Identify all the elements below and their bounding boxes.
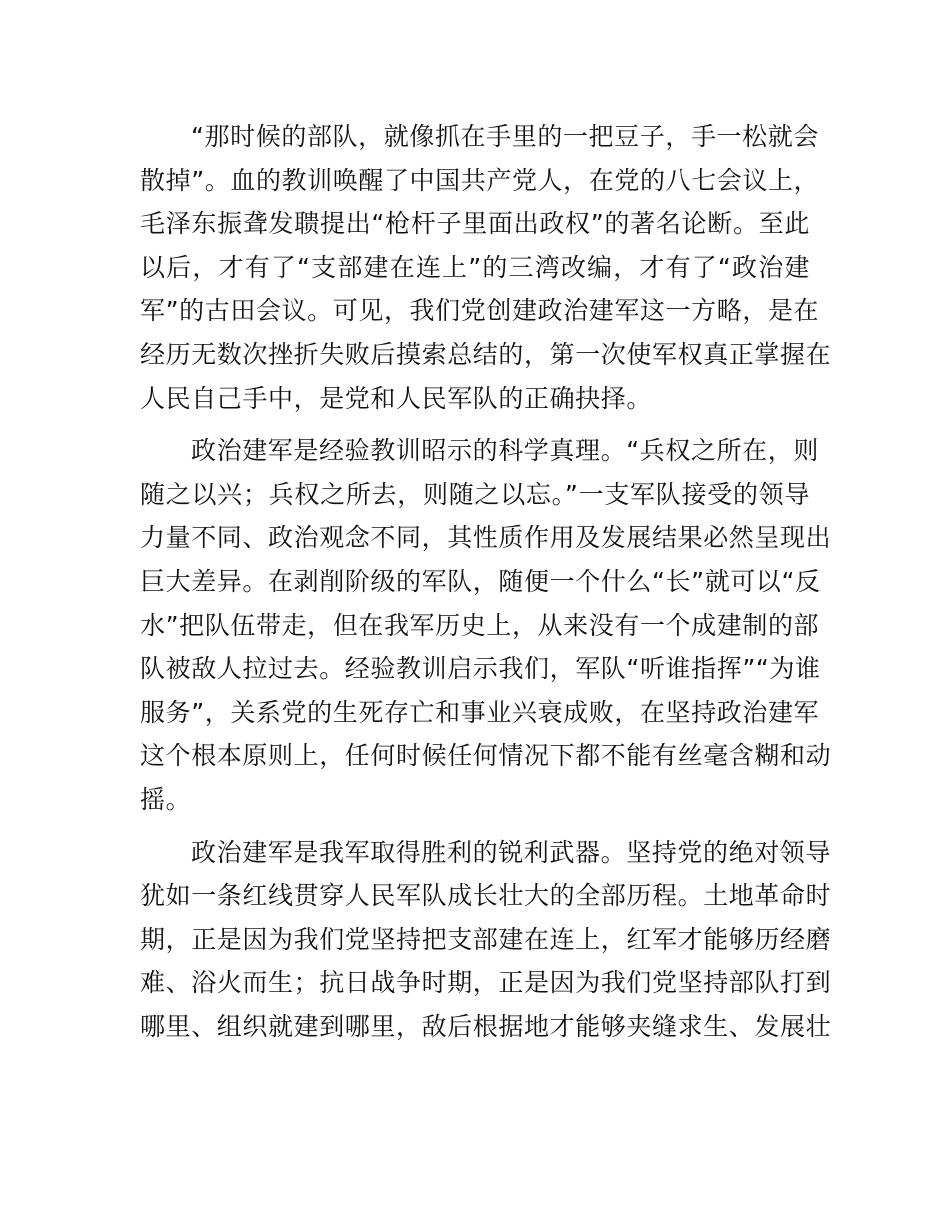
text-line: 经历无数次挫折失败后摸索总结的，第一次使军权真正掌握在 (140, 339, 832, 369)
text-line: 随之以兴；兵权之所去，则随之以忘。”一支军队接受的领导 (140, 479, 810, 509)
text-line: 政治建军是我军取得胜利的锐利武器。坚持党的绝对领导 (191, 837, 832, 867)
text-line: 难、浴火而生；抗日战争时期，正是因为我们党坚持部队打到 (140, 968, 832, 998)
document-page (140, 115, 832, 1057)
text-line: “那时候的部队，就像抓在手里的一把豆子，手一松就会 (191, 122, 819, 151)
paragraph-2 (140, 429, 832, 821)
text-line: 服务”，关系党的生死存亡和事业兴衰成败，在坚持政治建军 (140, 697, 820, 727)
text-line: 水”把队伍带走，但在我军历史上，从来没有一个成建制的部 (140, 610, 820, 640)
text-line: 散掉”。血的教训唤醒了中国共产党人，在党的八七会议上， (140, 165, 820, 195)
text-line: 这个根本原则上，任何时候任何情况下都不能有丝毫含糊和动 (140, 741, 832, 771)
text-line: 毛泽东振聋发聩提出“枪杆子里面出政权”的著名论断。至此 (140, 209, 810, 239)
text-line: 队被敌人拉过去。经验教训启示我们，军队“听谁指挥”“为谁 (140, 654, 821, 684)
text-line: 以后，才有了“支部建在连上”的三湾改编，才有了“政治建 (140, 252, 810, 282)
text-line: 人民自己手中，是党和人民军队的正确抉择。 (140, 383, 653, 413)
text-line: 摇。 (140, 784, 192, 814)
text-line: 巨大差异。在剥削阶级的军队，随便一个什么“长”就可以“反 (140, 566, 821, 596)
paragraph-1 (140, 115, 832, 420)
text-line: 力量不同、政治观念不同，其性质作用及发展结果必然呈现出 (140, 523, 832, 553)
text-line: 军”的古田会议。可见，我们党创建政治建军这一方略，是在 (140, 296, 820, 326)
text-line: 政治建军是经验教训昭示的科学真理。“兵权之所在，则 (191, 436, 819, 466)
text-line: 期，正是因为我们党坚持把支部建在连上，红军才能够历经磨 (140, 924, 832, 954)
text-line: 犹如一条红线贯穿人民军队成长壮大的全部历程。土地革命时 (140, 881, 832, 911)
paragraph-3 (140, 831, 832, 1049)
text-line: 哪里、组织就建到哪里，敌后根据地才能够夹缝求生、发展壮 (140, 1011, 832, 1041)
